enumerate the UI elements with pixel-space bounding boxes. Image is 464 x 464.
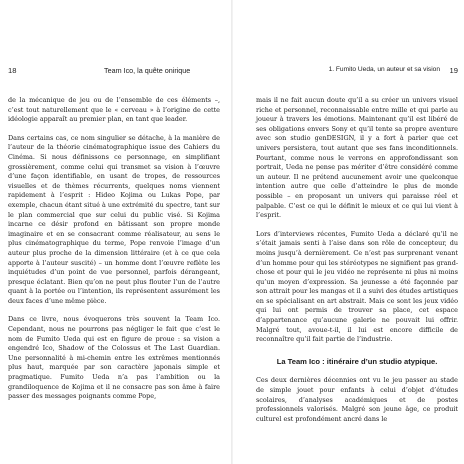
section-heading: La Team Ico : itinéraire d’un studio atypique.: [276, 356, 438, 366]
right-page-number: 19: [449, 66, 458, 75]
left-page-body: [8, 96, 220, 402]
right-running-title: 1. Fumito Ueda, un auteur et sa vision: [328, 66, 440, 73]
left-paragraph: Dans ce livre, nous évoquerons très souvent la Team Ico. Cependant, nous ne pourrons pas négliger le fait que c’est le nom de Fumito Ueda qui est en figure de proue : sa vision a engendré Ico, Shadow of the Colossus et The Last Guardian. Une personnalité à mi-chemin entre les extrêmes mentionnés plus haut, marquée par son caractère japonais simple et pragmatique. Fumito Ueda n’a pas l’ambition ou la grandiloquence de Kojima et il ne consacre pas son âme à faire passer des messages poignants comme Pope,: [8, 315, 220, 401]
right-page-body: [256, 96, 458, 424]
right-paragraph: Ces deux dernières décennies ont vu le jeu passer au stade de simple jouet pour enfants à celui d’objet d’études scolaires, d’analyses académiques et de postes professionnels valorisés. Malgré son jeune âge, ce produit culturel est profondément ancré dans le: [256, 376, 458, 423]
left-page-number: 18: [8, 66, 17, 75]
right-running-head: [256, 66, 464, 80]
left-running-title: Team Ico, la quête onirique: [104, 66, 191, 75]
right-paragraph: mais il ne fait aucun doute qu’il a su créer un univers visuel riche et personnel, reconnaissable entre mille et qui parle au joueur à travers les émotions. Maintenant qu’il est libéré de ses obligations envers Sony et qu’il tente sa propre aventure avec son studio genDESIGN, il y a fort à parier que cet univers persistera, tout autant que ses fans inconditionnels. Pourtant, comme nous le verrons en approfondissant son portrait, Ueda ne pense pas mériter d’être considéré comme un auteur. Il ne prétend aucunement avoir une quelconque intention autre que celle d’atteindre le plus de monde possible – en proposant un univers qui paraisse réel et palpable. C’est ce qui le définit le mieux et ce qui lui vient à l’esprit.: [256, 96, 458, 220]
right-paragraph: Lors d’interviews récentes, Fumito Ueda a déclaré qu’il ne s’était jamais senti à l’aise dans son rôle de concepteur, du moins jusqu’à dernièrement. Ce n’est pas surprenant venant d’un homme pour qui les stéréotypes ne signifient pas grand-chose et pour qui le jeu vidéo ne représente ni plus ni moins qu’un moyen d’expression. Sa jeunesse a été façonnée par son attrait pour les mangas et il a suivi des études artistiques en se spécialisant en art abstrait. Mais ce sont les jeux vidéo qui lui ont permis de trouver sa place, cet espace d’appartenance qu’aucune galerie ne pouvait lui offrir. Malgré tout, avoue-t-il, il lui est encore difficile de reconnaître qu’il fait partie de l’industrie.: [256, 229, 458, 344]
left-paragraph: de la mécanique de jeu ou de l’ensemble de ces éléments –, c’est tout naturellement que le « cerveau » à l’origine de cette idéologie apparaît au premier plan, en tant que leader.: [8, 96, 220, 124]
left-running-head: [8, 66, 218, 80]
page-gutter: [231, 0, 233, 464]
left-paragraph: Dans certains cas, ce nom singulier se détache, à la manière de l’auteur de la théorie cinématographique issue des Cahiers du Cinéma. Si nous définissons ce personnage, en simplifiant grossièrement, comme celui qui transmet sa vision à l’œuvre d’une façon identifiable, en usant de tropes, de ressources visuelles et de thèmes récurrents, quelques noms viennent rapidement à l’esprit : Hideo Kojima ou Lukas Pope, par exemple, chacun étant situé à une extrémité du spectre, tant sur le plan commercial que sur celui du public visé. Si Kojima incarne ce désir profond en bâtissant son propre monde imaginaire et en se consacrant comme réalisateur, au sens le plus cinématographique du terme, Pope renvoie l’image d’un auteur plus proche de la dimension littéraire (et à ce que cela apporte à l’auteur suscité) – un homme dont l’œuvre reflète les inquiétudes d’un point de vue personnel, parfois dérangeant, presque éclatant. Bien qu’on ne peut plus flouter l’un de l’autre quant à la portée ou l’intention, ils représentent assurément les deux faces d’une même pièce.: [8, 133, 220, 305]
